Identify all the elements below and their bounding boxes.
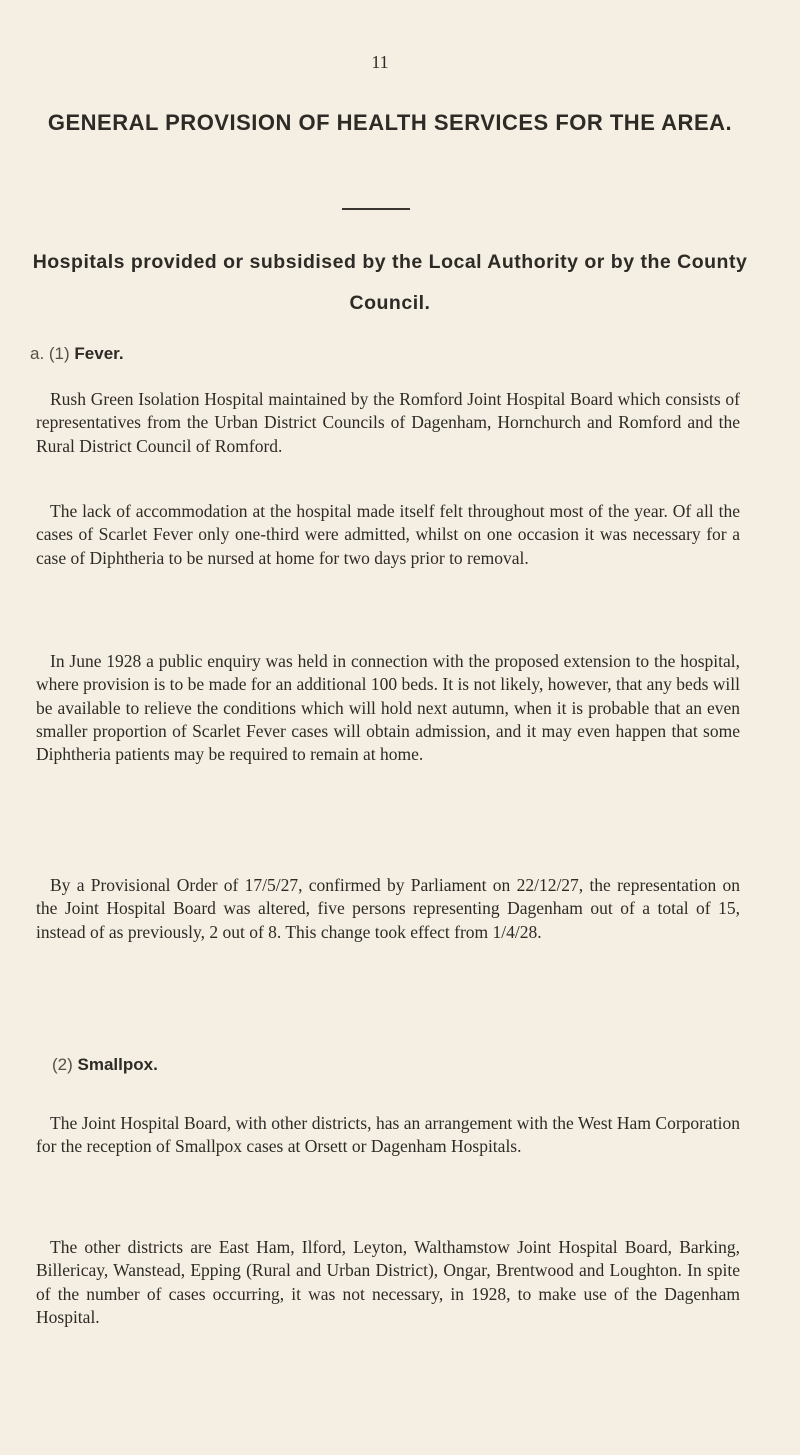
paragraph-fever-1: Rush Green Isolation Hospital maintained by the Romford Joint Hospital Board which consists of representatives from the Urban District Councils of Dagenham, Hornchurch and Romford and the Rural District Council of Romford. [36, 389, 740, 456]
paragraph-fever-2: The lack of accommodation at the hospital made itself felt throughout most of the year. Of all the cases of Scarlet Fever only one-third were admitted, whilst on one occasion it was necessary for a case of Diphtheria to be nursed at home for two days prior to removal. [36, 501, 740, 568]
section-title: Fever. [74, 344, 124, 363]
section-subtitle: Hospitals provided or subsidised by the Local Authority or by the County Council. [32, 251, 748, 314]
paragraph-smallpox-2: The other districts are East Ham, Ilford, Leyton, Walthamstow Joint Hospital Board, Barking, Billericay, Wanstead, Epping (Rural and Urban District), Ongar, Brentwood and Loughton. In spite of the number of cases occurring, it was not necessary, in 1928, to make use of the Dagenham Hospital. [36, 1237, 740, 1327]
section-heading-fever [30, 344, 124, 364]
paragraph-fever-4: By a Provisional Order of 17/5/27, confirmed by Parliament on 22/12/27, the representation on the Joint Hospital Board was altered, five persons representing Dagenham out of a total of 15, instead of as previously, 2 out of 8. This change took effect from 1/4/28. [36, 875, 740, 942]
page-number: 11 [371, 52, 389, 72]
page-title: GENERAL PROVISION OF HEALTH SERVICES FOR THE AREA. [47, 110, 733, 135]
paragraph-smallpox-1: The Joint Hospital Board, with other districts, has an arrangement with the West Ham Corporation for the reception of Smallpox cases at Orsett or Dagenham Hospitals. [36, 1113, 740, 1157]
section-number: (2) [52, 1055, 73, 1074]
section-title: Smallpox. [77, 1055, 158, 1074]
paragraph-fever-3: In June 1928 a public enquiry was held in connection with the proposed extension to the hospital, where provision is to be made for an additional 100 beds. It is not likely, however, that any beds will be available to relieve the conditions which will hold next autumn, when it is probable that an even smaller proportion of Scarlet Fever cases will obtain admission, and it may even happen that some Diphtheria patients may be required to remain at home. [36, 651, 740, 765]
title-divider [342, 208, 410, 210]
section-heading-smallpox [52, 1055, 158, 1075]
section-number: a. (1) [30, 344, 70, 363]
